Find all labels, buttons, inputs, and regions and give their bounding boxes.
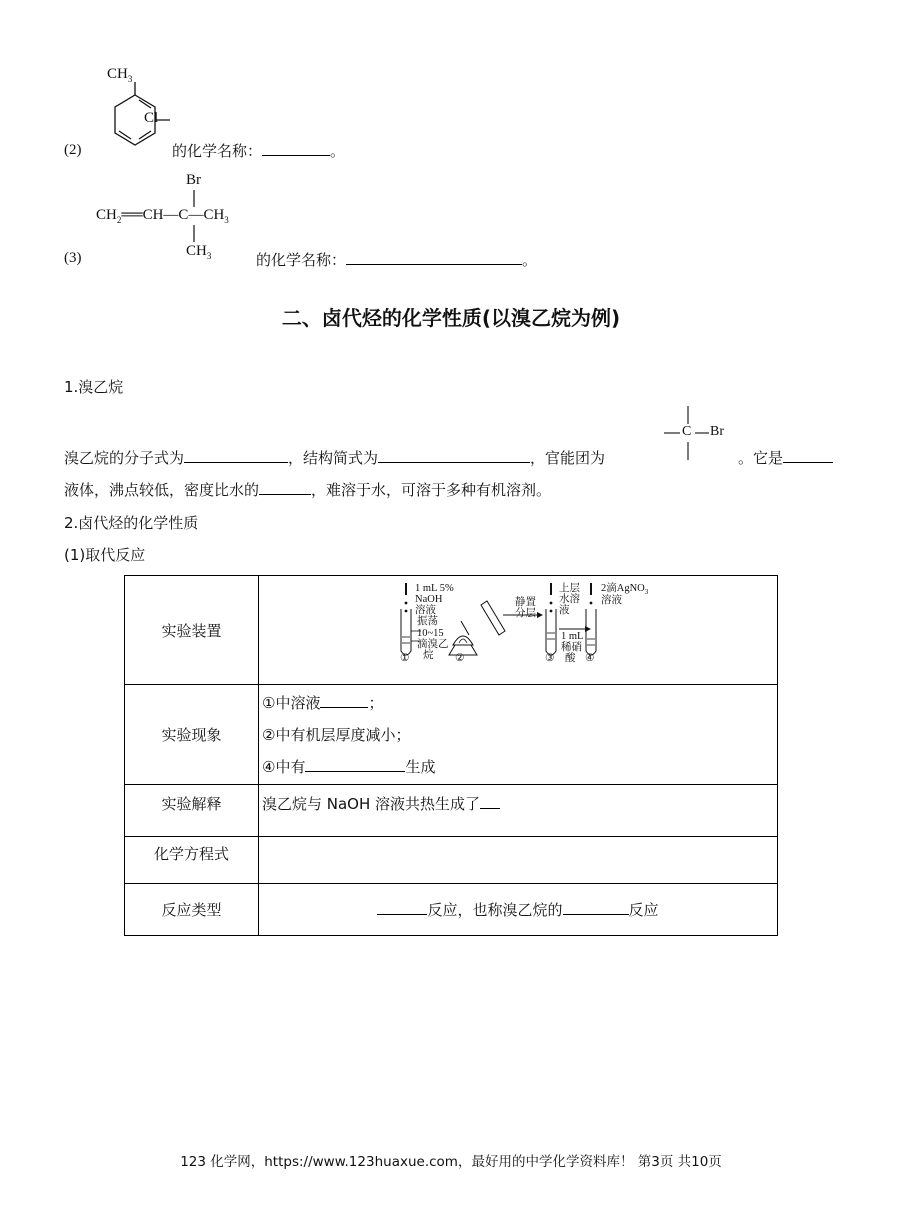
app-t3d: 1 mL (561, 631, 584, 642)
item3-number: (3) (64, 250, 82, 266)
item2 (60, 60, 460, 170)
equation-cell (259, 837, 778, 884)
row-label-explanation: 实验解释 (125, 785, 259, 837)
functional-group (662, 406, 732, 462)
item3-br: Br (186, 172, 201, 188)
reaction-type-cell: 反应，也称溴乙烷的 反应 (259, 884, 778, 936)
app-t1b: NaOH (415, 594, 443, 605)
item2-cl: Cl (144, 110, 159, 126)
app-t1a: 1 mL 5% (415, 583, 454, 594)
app-t2a: 静置 (515, 597, 536, 608)
app-n2: ② (455, 653, 465, 664)
para1-line2: 液体，沸点较低，密度比水的 ，难溶于水，可溶于多种有机溶剂。 (64, 481, 552, 499)
item2-ch3: $CH_3$ (107, 66, 133, 84)
row-label-apparatus: 实验装置 (125, 576, 259, 685)
fg-carbon: C (682, 424, 692, 439)
app-n4: ④ (585, 653, 595, 664)
subheading-2-1: (1)取代反应 (64, 546, 146, 564)
app-t4b: 溶液 (601, 595, 622, 606)
section-title: 二、卤代烃的化学性质(以溴乙烷为例) (281, 306, 621, 330)
apparatus-diagram (399, 581, 659, 681)
app-t3e: 稀硝 (561, 642, 582, 653)
app-n1: ① (400, 653, 410, 664)
item3-main-chain: $CH_2══CH—C—CH_3$ (96, 207, 229, 225)
row-label-equation: 化学方程式 (125, 837, 259, 884)
item3-bottom-ch3: $CH_3$ (186, 243, 212, 261)
app-t3b: 水溶 (559, 594, 580, 605)
row-label-reaction-type: 反应类型 (125, 884, 259, 936)
app-t3c: 液 (559, 605, 570, 616)
item3 (60, 172, 580, 272)
app-t4a: 2滴AgNO$_3$ (601, 583, 649, 597)
observation-1: ①中溶液 ； (262, 693, 384, 712)
app-t1f: 滴溴乙 (417, 639, 449, 650)
item2-number: (2) (64, 142, 82, 158)
observation-2: ②中有机层厚度减小； (262, 725, 411, 744)
app-t1c: 溶液 (415, 605, 436, 616)
phenomenon-cell (259, 685, 778, 785)
para1-line1: 溴乙烷的分子式为 ，结构简式为 ，官能团为 (64, 449, 606, 467)
app-t3f: 酸 (565, 653, 576, 664)
item2-label: 的化学名称： 。 (172, 142, 346, 160)
fg-bromine: Br (710, 424, 724, 439)
app-t1e: 10~15 (417, 628, 444, 639)
app-t1d: 振荡 (417, 616, 438, 627)
apparatus-cell (259, 576, 778, 685)
subheading-1: 1.溴乙烷 (64, 378, 124, 396)
app-t1g: 烷 (423, 650, 434, 661)
explanation-cell: 溴乙烷与 NaOH 溶液共热生成了 (259, 785, 778, 837)
app-t3a: 上层 (559, 583, 580, 594)
row-label-phenomenon: 实验现象 (125, 685, 259, 785)
item3-label: 的化学名称： 。 (256, 251, 538, 269)
para1-line1-end: 。它是 (738, 447, 833, 468)
subheading-2: 2.卤代烃的化学性质 (64, 514, 199, 532)
app-t2b: 分层 (515, 608, 536, 619)
page-footer: 123 化学网，https://www.123huaxue.com，最好用的中学化学资料库！ 第3页 共10页 (180, 1154, 722, 1170)
experiment-table (124, 575, 778, 936)
app-n3: ③ (545, 653, 555, 664)
observation-3: ④中有 生成 (262, 757, 436, 776)
